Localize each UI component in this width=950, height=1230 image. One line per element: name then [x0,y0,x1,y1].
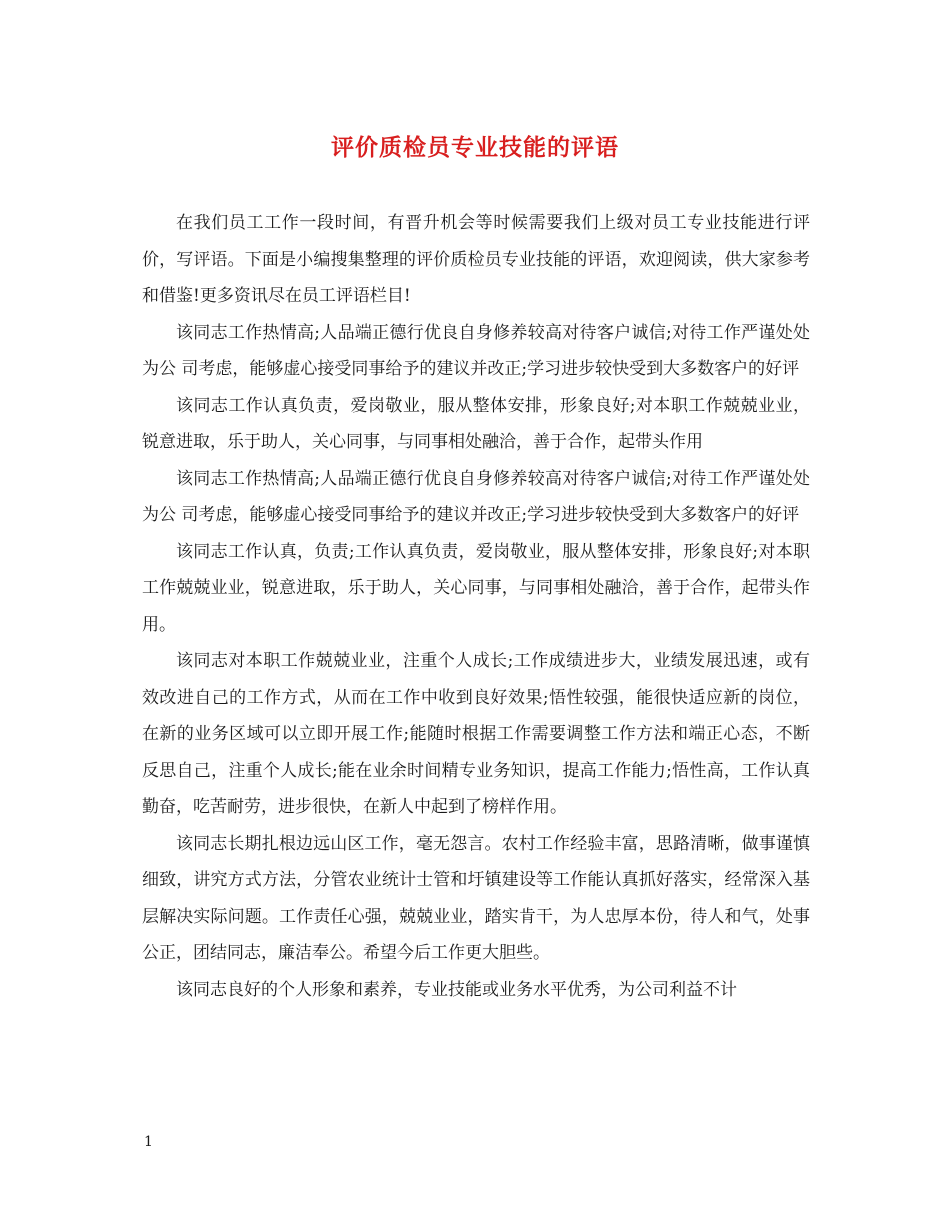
paragraph-comment-2: 该同志工作认真负责，爱岗敬业，服从整体安排，形象良好;对本职工作兢兢业业，锐意进取，乐于助人，关心同事，与同事相处融洽，善于合作，起带头作用 [142,395,810,452]
paragraph-intro: 在我们员工工作一段时间，有晋升机会等时候需要我们上级对员工专业技能进行评价，写评语。下面是小编搜集整理的评价质检员专业技能的评语，欢迎阅读，供大家参考和借鉴!更多资讯尽在员工评语栏目! [142,213,810,306]
paragraph-comment-1: 该同志工作热情高;人品端正德行优良自身修养较高对待客户诚信;对待工作严谨处处为公 司考虑，能够虚心接受同事给予的建议并改正;学习进步较快受到大多数客户的好评 [142,322,810,379]
document-body [142,205,810,1008]
paragraph-comment-6: 该同志长期扎根边远山区工作，毫无怨言。农村工作经验丰富，思路清晰，做事谨慎细致，讲究方式方法，分管农业统计士管和圩镇建设等工作能认真抓好落实，经常深入基层解决实际问题。工作责任心强，兢兢业业，踏实肯干，为人忠厚本份，待人和气，处事公正，团结同志，廉洁奉公。希望今后工作更大胆些。 [142,833,810,963]
paragraph-comment-4: 该同志工作认真，负责;工作认真负责，爱岗敬业，服从整体安排，形象良好;对本职工作兢兢业业，锐意进取，乐于助人，关心同事，与同事相处融洽，善于合作，起带头作用。 [142,541,810,635]
paragraph-comment-5: 该同志对本职工作兢兢业业，注重个人成长;工作成绩进步大，业绩发展迅速，或有效改进自己的工作方式，从而在工作中收到良好效果;悟性较强，能很快适应新的岗位，在新的业务区域可以立即开展工作;能随时根据工作需要调整工作方法和端正心态，不断反思自己，注重个人成长;能在业余时间精专业务知识，提高工作能力;悟性高，工作认真勤奋，吃苦耐劳，进步很快，在新人中起到了榜样作用。 [142,651,810,817]
page-number: 1 [144,1134,153,1150]
paragraph-comment-7: 该同志良好的个人形象和素养，专业技能或业务水平优秀，为公司利益不计 [176,979,737,1000]
paragraph-comment-3: 该同志工作热情高;人品端正德行优良自身修养较高对待客户诚信;对待工作严谨处处为公 司考虑，能够虚心接受同事给予的建议并改正;学习进步较快受到大多数客户的好评 [142,468,810,525]
document-title: 评价质检员专业技能的评语 [331,134,619,161]
